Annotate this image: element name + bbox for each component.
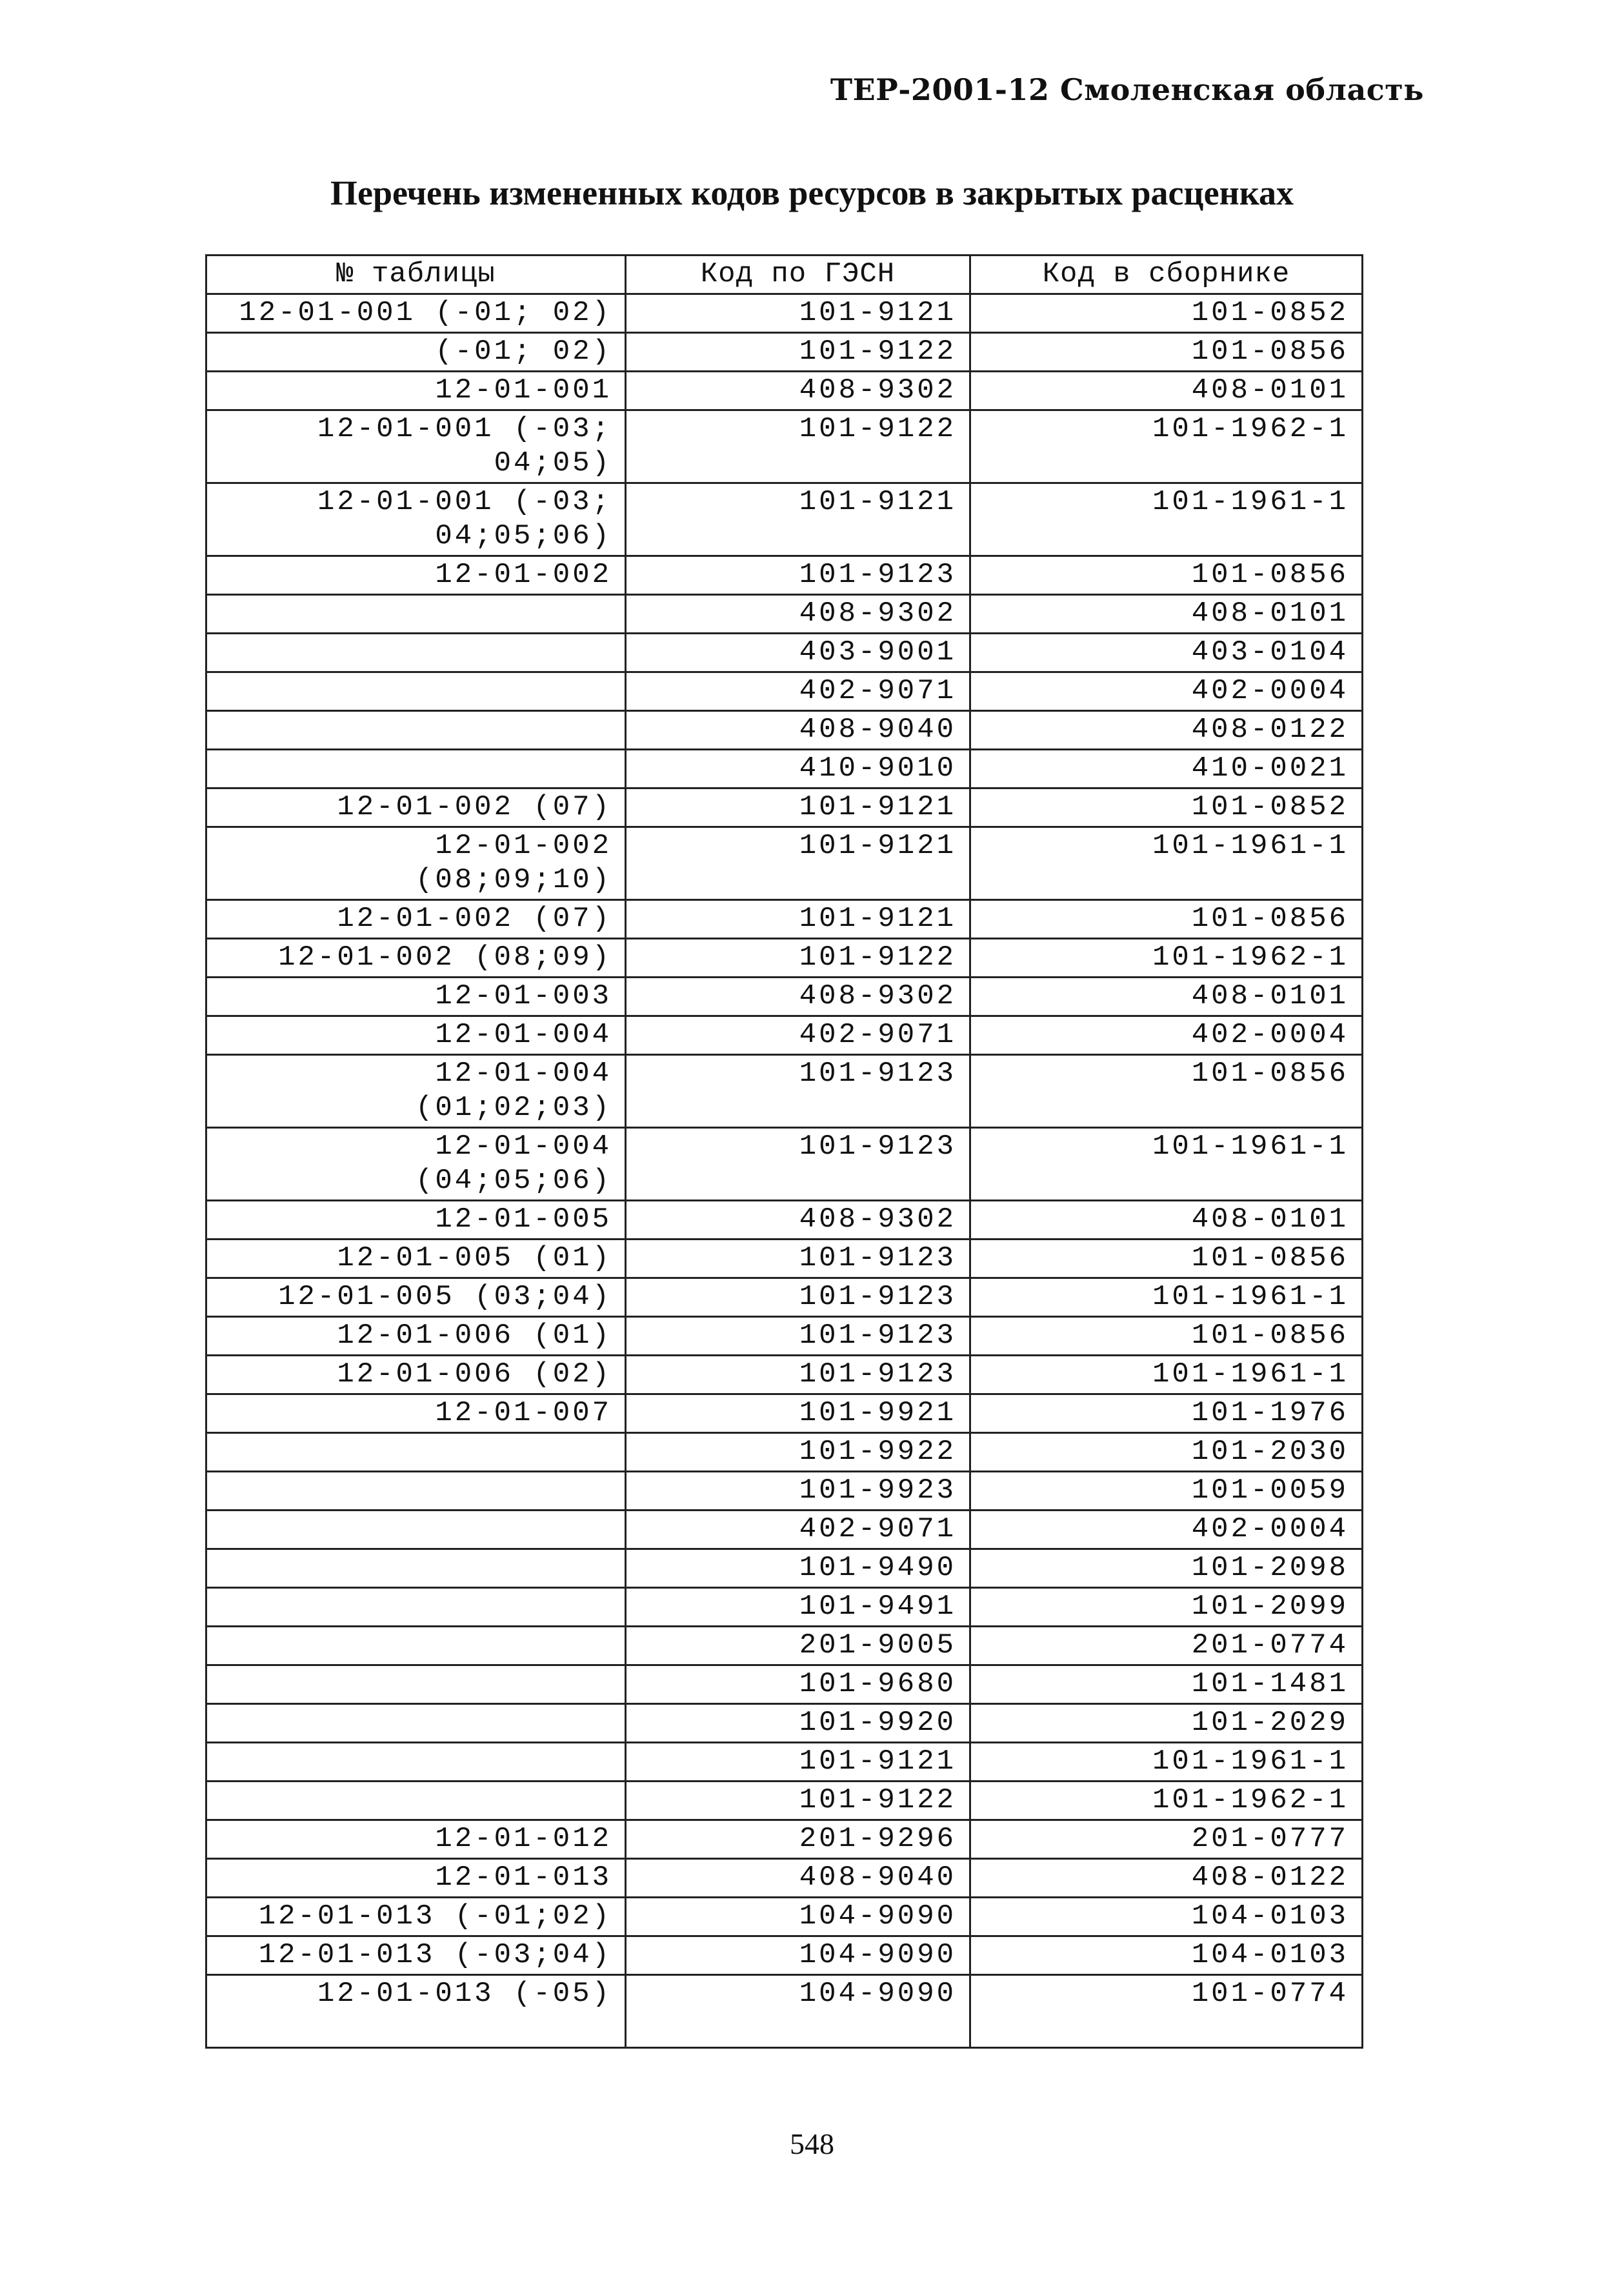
cell-collection-code: 410-0021 xyxy=(970,750,1363,788)
cell-gesn-code: 101-9920 xyxy=(626,1704,970,1743)
table-row xyxy=(206,1627,1363,1665)
table-row xyxy=(206,1743,1363,1782)
cell-gesn-code: 403-9001 xyxy=(626,634,970,672)
cell-gesn-code: 402-9071 xyxy=(626,1016,970,1055)
table-row xyxy=(206,1278,1363,1317)
table-row xyxy=(206,672,1363,711)
cell-collection-code: 101-2098 xyxy=(970,1549,1363,1588)
cell-gesn-code: 101-9123 xyxy=(626,1055,970,1128)
table-row xyxy=(206,595,1363,634)
cell-gesn-code: 101-9123 xyxy=(626,1278,970,1317)
cell-table-number: 12-01-005 (03;04) xyxy=(206,1278,626,1317)
cell-table-number: (-01; 02) xyxy=(206,333,626,372)
cell-table-number: 12-01-005 (01) xyxy=(206,1240,626,1278)
cell-table-number: 12-01-002 xyxy=(206,556,626,595)
running-header: ТЕР-2001-12 Смоленская область xyxy=(830,72,1424,107)
table-row xyxy=(206,978,1363,1016)
cell-collection-code: 402-0004 xyxy=(970,1016,1363,1055)
table-body xyxy=(206,294,1363,2048)
cell-table-number xyxy=(206,1782,626,1820)
cell-collection-code: 101-0856 xyxy=(970,1055,1363,1128)
cell-table-number xyxy=(206,1665,626,1704)
cell-table-number: 12-01-006 (02) xyxy=(206,1356,626,1394)
cell-gesn-code: 101-9123 xyxy=(626,1356,970,1394)
cell-gesn-code: 101-9123 xyxy=(626,556,970,595)
cell-table-number xyxy=(206,672,626,711)
cell-gesn-code: 101-9491 xyxy=(626,1588,970,1627)
table-row xyxy=(206,1055,1363,1128)
table-row xyxy=(206,1859,1363,1898)
cell-gesn-code: 201-9296 xyxy=(626,1820,970,1859)
table-row xyxy=(206,1704,1363,1743)
cell-collection-code: 408-0101 xyxy=(970,978,1363,1016)
table-row xyxy=(206,788,1363,827)
table-header xyxy=(206,256,1363,294)
cell-table-number xyxy=(206,1549,626,1588)
cell-collection-code: 408-0101 xyxy=(970,372,1363,410)
cell-collection-code: 101-0774 xyxy=(970,1975,1363,2048)
codes-table-container xyxy=(205,254,1361,2049)
cell-collection-code: 101-0852 xyxy=(970,294,1363,333)
cell-gesn-code: 408-9302 xyxy=(626,978,970,1016)
cell-gesn-code: 408-9302 xyxy=(626,1201,970,1240)
table-row xyxy=(206,634,1363,672)
cell-collection-code: 101-0856 xyxy=(970,900,1363,939)
cell-gesn-code: 101-9121 xyxy=(626,294,970,333)
cell-table-number: 12-01-002 (08;09;10) xyxy=(206,827,626,900)
table-row xyxy=(206,1201,1363,1240)
cell-table-number: 12-01-004 (01;02;03) xyxy=(206,1055,626,1128)
cell-gesn-code: 101-9121 xyxy=(626,900,970,939)
table-row xyxy=(206,1016,1363,1055)
cell-collection-code: 101-1961-1 xyxy=(970,1278,1363,1317)
cell-table-number: 12-01-004 (04;05;06) xyxy=(206,1128,626,1201)
cell-collection-code: 402-0004 xyxy=(970,1511,1363,1549)
cell-collection-code: 101-1976 xyxy=(970,1394,1363,1433)
cell-collection-code: 101-1962-1 xyxy=(970,939,1363,978)
cell-collection-code: 101-1961-1 xyxy=(970,1356,1363,1394)
table-row xyxy=(206,1472,1363,1511)
cell-table-number: 12-01-001 xyxy=(206,372,626,410)
table-row xyxy=(206,1433,1363,1472)
cell-gesn-code: 101-9122 xyxy=(626,939,970,978)
table-row xyxy=(206,333,1363,372)
cell-gesn-code: 101-9923 xyxy=(626,1472,970,1511)
cell-table-number xyxy=(206,1588,626,1627)
cell-gesn-code: 408-9302 xyxy=(626,372,970,410)
cell-gesn-code: 104-9090 xyxy=(626,1936,970,1975)
table-row xyxy=(206,1394,1363,1433)
cell-gesn-code: 101-9121 xyxy=(626,788,970,827)
cell-collection-code: 101-1961-1 xyxy=(970,1743,1363,1782)
cell-gesn-code: 101-9123 xyxy=(626,1128,970,1201)
table-row xyxy=(206,939,1363,978)
table-row xyxy=(206,556,1363,595)
cell-collection-code: 101-0856 xyxy=(970,1317,1363,1356)
resource-codes-table xyxy=(205,254,1363,2049)
cell-collection-code: 201-0774 xyxy=(970,1627,1363,1665)
cell-gesn-code: 101-9121 xyxy=(626,483,970,556)
cell-table-number: 12-01-013 (-01;02) xyxy=(206,1898,626,1936)
cell-gesn-code: 101-9122 xyxy=(626,410,970,483)
table-row xyxy=(206,1665,1363,1704)
table-row xyxy=(206,410,1363,483)
cell-collection-code: 408-0101 xyxy=(970,1201,1363,1240)
cell-table-number xyxy=(206,634,626,672)
column-header-gesn-code: Код по ГЭСН xyxy=(626,256,970,294)
cell-table-number: 12-01-002 (07) xyxy=(206,788,626,827)
cell-table-number xyxy=(206,595,626,634)
cell-collection-code: 101-2029 xyxy=(970,1704,1363,1743)
cell-gesn-code: 101-9123 xyxy=(626,1240,970,1278)
cell-table-number xyxy=(206,1511,626,1549)
cell-collection-code: 403-0104 xyxy=(970,634,1363,672)
cell-collection-code: 101-0852 xyxy=(970,788,1363,827)
table-row xyxy=(206,1317,1363,1356)
cell-table-number: 12-01-012 xyxy=(206,1820,626,1859)
table-row xyxy=(206,1898,1363,1936)
page-number: 548 xyxy=(790,2127,834,2160)
cell-collection-code: 101-1481 xyxy=(970,1665,1363,1704)
cell-collection-code: 104-0103 xyxy=(970,1936,1363,1975)
cell-collection-code: 402-0004 xyxy=(970,672,1363,711)
page-title: Перечень измененных кодов ресурсов в закрытых расценках xyxy=(330,174,1294,212)
cell-collection-code: 101-0059 xyxy=(970,1472,1363,1511)
cell-collection-code: 408-0122 xyxy=(970,1859,1363,1898)
cell-gesn-code: 402-9071 xyxy=(626,1511,970,1549)
table-row xyxy=(206,1128,1363,1201)
cell-collection-code: 101-2030 xyxy=(970,1433,1363,1472)
table-row xyxy=(206,1975,1363,2048)
cell-collection-code: 101-0856 xyxy=(970,1240,1363,1278)
cell-table-number xyxy=(206,1704,626,1743)
cell-gesn-code: 408-9040 xyxy=(626,1859,970,1898)
cell-gesn-code: 201-9005 xyxy=(626,1627,970,1665)
cell-gesn-code: 101-9921 xyxy=(626,1394,970,1433)
table-row xyxy=(206,750,1363,788)
cell-collection-code: 104-0103 xyxy=(970,1898,1363,1936)
cell-collection-code: 101-1962-1 xyxy=(970,410,1363,483)
column-header-table-number: № таблицы xyxy=(206,256,626,294)
cell-collection-code: 101-0856 xyxy=(970,556,1363,595)
cell-collection-code: 101-1962-1 xyxy=(970,1782,1363,1820)
cell-table-number: 12-01-007 xyxy=(206,1394,626,1433)
cell-gesn-code: 402-9071 xyxy=(626,672,970,711)
cell-gesn-code: 101-9490 xyxy=(626,1549,970,1588)
cell-table-number: 12-01-013 (-05) xyxy=(206,1975,626,2048)
cell-table-number xyxy=(206,1743,626,1782)
cell-table-number: 12-01-001 (-01; 02) xyxy=(206,294,626,333)
cell-table-number: 12-01-005 xyxy=(206,1201,626,1240)
table-row xyxy=(206,294,1363,333)
table-row xyxy=(206,900,1363,939)
cell-table-number: 12-01-002 (08;09) xyxy=(206,939,626,978)
cell-gesn-code: 408-9302 xyxy=(626,595,970,634)
cell-collection-code: 101-1961-1 xyxy=(970,483,1363,556)
table-row xyxy=(206,483,1363,556)
cell-gesn-code: 101-9922 xyxy=(626,1433,970,1472)
cell-collection-code: 101-1961-1 xyxy=(970,1128,1363,1201)
cell-gesn-code: 101-9122 xyxy=(626,1782,970,1820)
cell-table-number: 12-01-002 (07) xyxy=(206,900,626,939)
table-row xyxy=(206,1782,1363,1820)
table-row xyxy=(206,827,1363,900)
cell-table-number: 12-01-003 xyxy=(206,978,626,1016)
cell-gesn-code: 408-9040 xyxy=(626,711,970,750)
cell-gesn-code: 101-9121 xyxy=(626,827,970,900)
cell-table-number: 12-01-013 (-03;04) xyxy=(206,1936,626,1975)
table-row xyxy=(206,711,1363,750)
cell-gesn-code: 101-9123 xyxy=(626,1317,970,1356)
table-row xyxy=(206,1240,1363,1278)
cell-collection-code: 201-0777 xyxy=(970,1820,1363,1859)
cell-collection-code: 408-0101 xyxy=(970,595,1363,634)
column-header-collection-code: Код в сборнике xyxy=(970,256,1363,294)
cell-gesn-code: 101-9121 xyxy=(626,1743,970,1782)
cell-table-number xyxy=(206,1433,626,1472)
cell-table-number: 12-01-006 (01) xyxy=(206,1317,626,1356)
cell-collection-code: 101-2099 xyxy=(970,1588,1363,1627)
table-row xyxy=(206,372,1363,410)
cell-table-number xyxy=(206,1627,626,1665)
cell-gesn-code: 104-9090 xyxy=(626,1975,970,2048)
table-row xyxy=(206,1549,1363,1588)
cell-gesn-code: 101-9122 xyxy=(626,333,970,372)
cell-gesn-code: 101-9680 xyxy=(626,1665,970,1704)
cell-gesn-code: 104-9090 xyxy=(626,1898,970,1936)
cell-collection-code: 408-0122 xyxy=(970,711,1363,750)
cell-table-number xyxy=(206,711,626,750)
table-row xyxy=(206,1820,1363,1859)
cell-table-number: 12-01-001 (-03; 04;05) xyxy=(206,410,626,483)
cell-collection-code: 101-0856 xyxy=(970,333,1363,372)
cell-table-number xyxy=(206,1472,626,1511)
header-row xyxy=(206,256,1363,294)
table-row xyxy=(206,1511,1363,1549)
table-row xyxy=(206,1588,1363,1627)
cell-table-number xyxy=(206,750,626,788)
cell-collection-code: 101-1961-1 xyxy=(970,827,1363,900)
cell-gesn-code: 410-9010 xyxy=(626,750,970,788)
cell-table-number: 12-01-001 (-03; 04;05;06) xyxy=(206,483,626,556)
table-row xyxy=(206,1936,1363,1975)
cell-table-number: 12-01-004 xyxy=(206,1016,626,1055)
cell-table-number: 12-01-013 xyxy=(206,1859,626,1898)
table-row xyxy=(206,1356,1363,1394)
